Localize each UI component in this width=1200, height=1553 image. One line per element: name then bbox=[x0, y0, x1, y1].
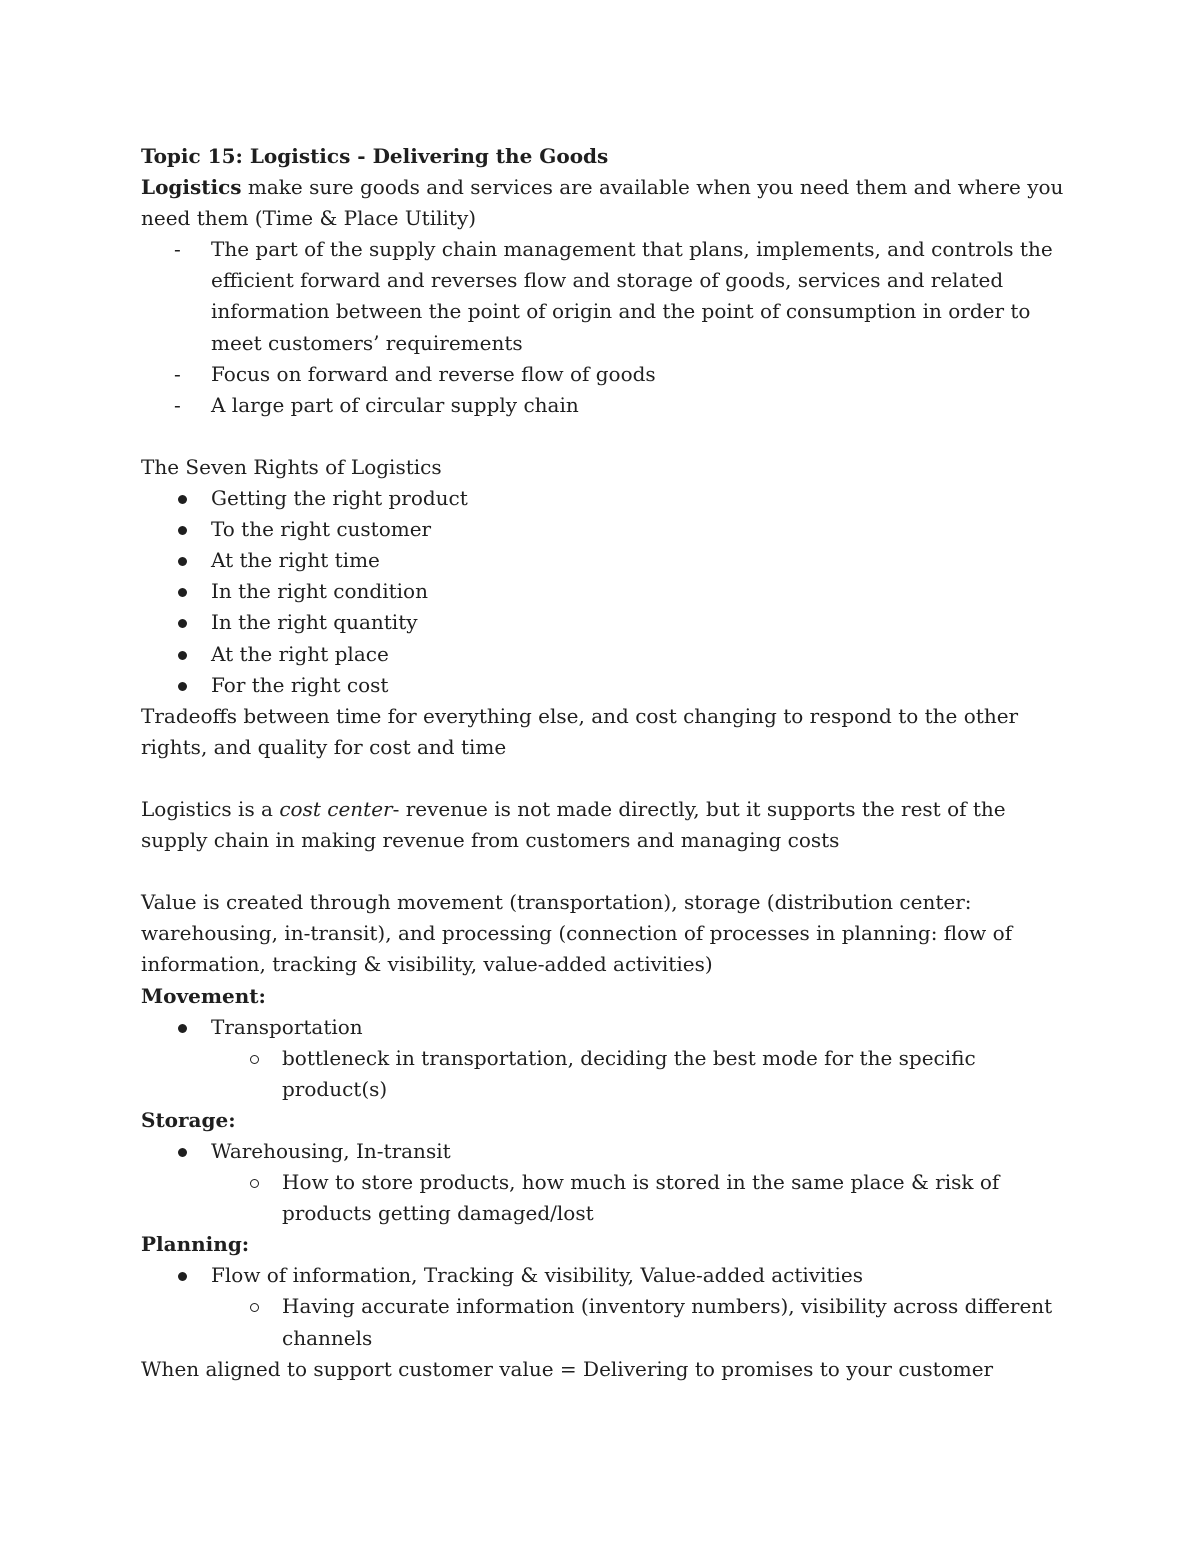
movement-list bbox=[141, 1012, 1071, 1043]
section-heading-storage: Storage: bbox=[141, 1107, 236, 1132]
bullet-icon bbox=[178, 1272, 187, 1281]
list-item bbox=[141, 607, 1071, 638]
storage-list bbox=[141, 1136, 1071, 1167]
dash-marker: - bbox=[174, 361, 181, 386]
intro-text: make sure goods and services are available when you need them and where you need them (Time & Place Utility) bbox=[141, 175, 1064, 231]
list-item bbox=[141, 639, 1071, 670]
movement-sublist bbox=[141, 1043, 1071, 1105]
list-item bbox=[141, 234, 1071, 358]
list-item-text: At the right place bbox=[211, 641, 389, 666]
list-item bbox=[141, 1136, 1071, 1167]
list-item-text: Getting the right product bbox=[211, 486, 468, 511]
section-heading-movement: Movement: bbox=[141, 983, 266, 1008]
value-paragraph: Value is created through movement (transportation), storage (distribution center: warehousing, in-transit), and processing (connection of processes in planning: flow of information, tracking & visibility, value-added activities) bbox=[141, 890, 1013, 977]
list-item-text: To the right customer bbox=[211, 517, 432, 542]
list-item bbox=[141, 1167, 1071, 1229]
list-item bbox=[141, 359, 1071, 390]
seven-rights-list bbox=[141, 483, 1071, 701]
bullet-icon bbox=[178, 557, 187, 566]
list-item-text: How to store products, how much is stored in the same place & risk of products getting damaged/lost bbox=[282, 1170, 1000, 1226]
tradeoffs-paragraph: Tradeoffs between time for everything else, and cost changing to respond to the other rights, and quality for cost and time bbox=[141, 703, 1019, 759]
bullet-icon bbox=[178, 682, 187, 691]
bullet-icon bbox=[178, 1024, 187, 1033]
list-item-text: Having accurate information (inventory numbers), visibility across different channels bbox=[282, 1294, 1053, 1350]
list-item-text: A large part of circular supply chain bbox=[211, 392, 579, 417]
bullet-icon bbox=[178, 1148, 187, 1157]
cost-center-after: - revenue is not made directly, but it supports the rest of the supply chain in making revenue from customers and managing costs bbox=[141, 796, 1006, 853]
list-item-text: At the right time bbox=[211, 548, 380, 573]
list-item bbox=[141, 670, 1071, 701]
dash-marker: - bbox=[174, 392, 181, 417]
spacer bbox=[141, 421, 1071, 452]
circle-bullet-icon bbox=[250, 1055, 259, 1064]
list-item-text: Transportation bbox=[211, 1014, 363, 1039]
list-item bbox=[141, 576, 1071, 607]
bullet-icon bbox=[178, 619, 187, 628]
intro-term: Logistics bbox=[141, 175, 242, 200]
spacer bbox=[141, 763, 1071, 794]
list-item-text: In the right quantity bbox=[211, 610, 418, 635]
intro-points-list bbox=[141, 234, 1071, 421]
list-item bbox=[141, 514, 1071, 545]
storage-sublist bbox=[141, 1167, 1071, 1229]
cost-center-term: cost center bbox=[279, 796, 393, 821]
document-title: Topic 15: Logistics - Delivering the Goods bbox=[141, 144, 609, 168]
conclusion-paragraph: When aligned to support customer value = Delivering to promises to your customer bbox=[141, 1356, 994, 1381]
bullet-icon bbox=[178, 526, 187, 535]
spacer bbox=[141, 856, 1071, 887]
list-item-text: For the right cost bbox=[211, 672, 389, 697]
list-item-text: Focus on forward and reverse flow of goods bbox=[211, 361, 656, 386]
list-item bbox=[141, 1043, 1071, 1105]
list-item-text: The part of the supply chain management that plans, implements, and controls the efficient forward and reverses flow and storage of goods, services and related information between the point of origin and the point of consumption in order to meet customers’ requirements bbox=[211, 237, 1053, 355]
list-item-text: Flow of information, Tracking & visibility, Value-added activities bbox=[211, 1263, 864, 1288]
cost-center-paragraph bbox=[141, 794, 1071, 856]
planning-list bbox=[141, 1260, 1071, 1291]
intro-paragraph bbox=[141, 172, 1071, 234]
bullet-icon bbox=[178, 495, 187, 504]
list-item-text: Warehousing, In-transit bbox=[211, 1139, 451, 1163]
cost-center-before: Logistics is a bbox=[141, 796, 280, 821]
list-item-text: bottleneck in transportation, deciding the best mode for the specific product(s) bbox=[282, 1045, 976, 1101]
list-item-text: In the right condition bbox=[211, 579, 428, 604]
list-item bbox=[141, 1012, 1071, 1043]
bullet-icon bbox=[178, 588, 187, 597]
circle-bullet-icon bbox=[250, 1303, 259, 1312]
dash-marker: - bbox=[174, 237, 181, 262]
bullet-icon bbox=[178, 651, 187, 660]
circle-bullet-icon bbox=[250, 1179, 259, 1188]
planning-sublist bbox=[141, 1291, 1071, 1353]
list-item bbox=[141, 1291, 1071, 1353]
section-heading-planning: Planning: bbox=[141, 1232, 250, 1257]
list-item bbox=[141, 390, 1071, 421]
seven-rights-heading: The Seven Rights of Logistics bbox=[141, 454, 442, 479]
list-item bbox=[141, 545, 1071, 576]
document-page bbox=[141, 141, 1071, 1385]
list-item bbox=[141, 483, 1071, 514]
list-item bbox=[141, 1260, 1071, 1291]
